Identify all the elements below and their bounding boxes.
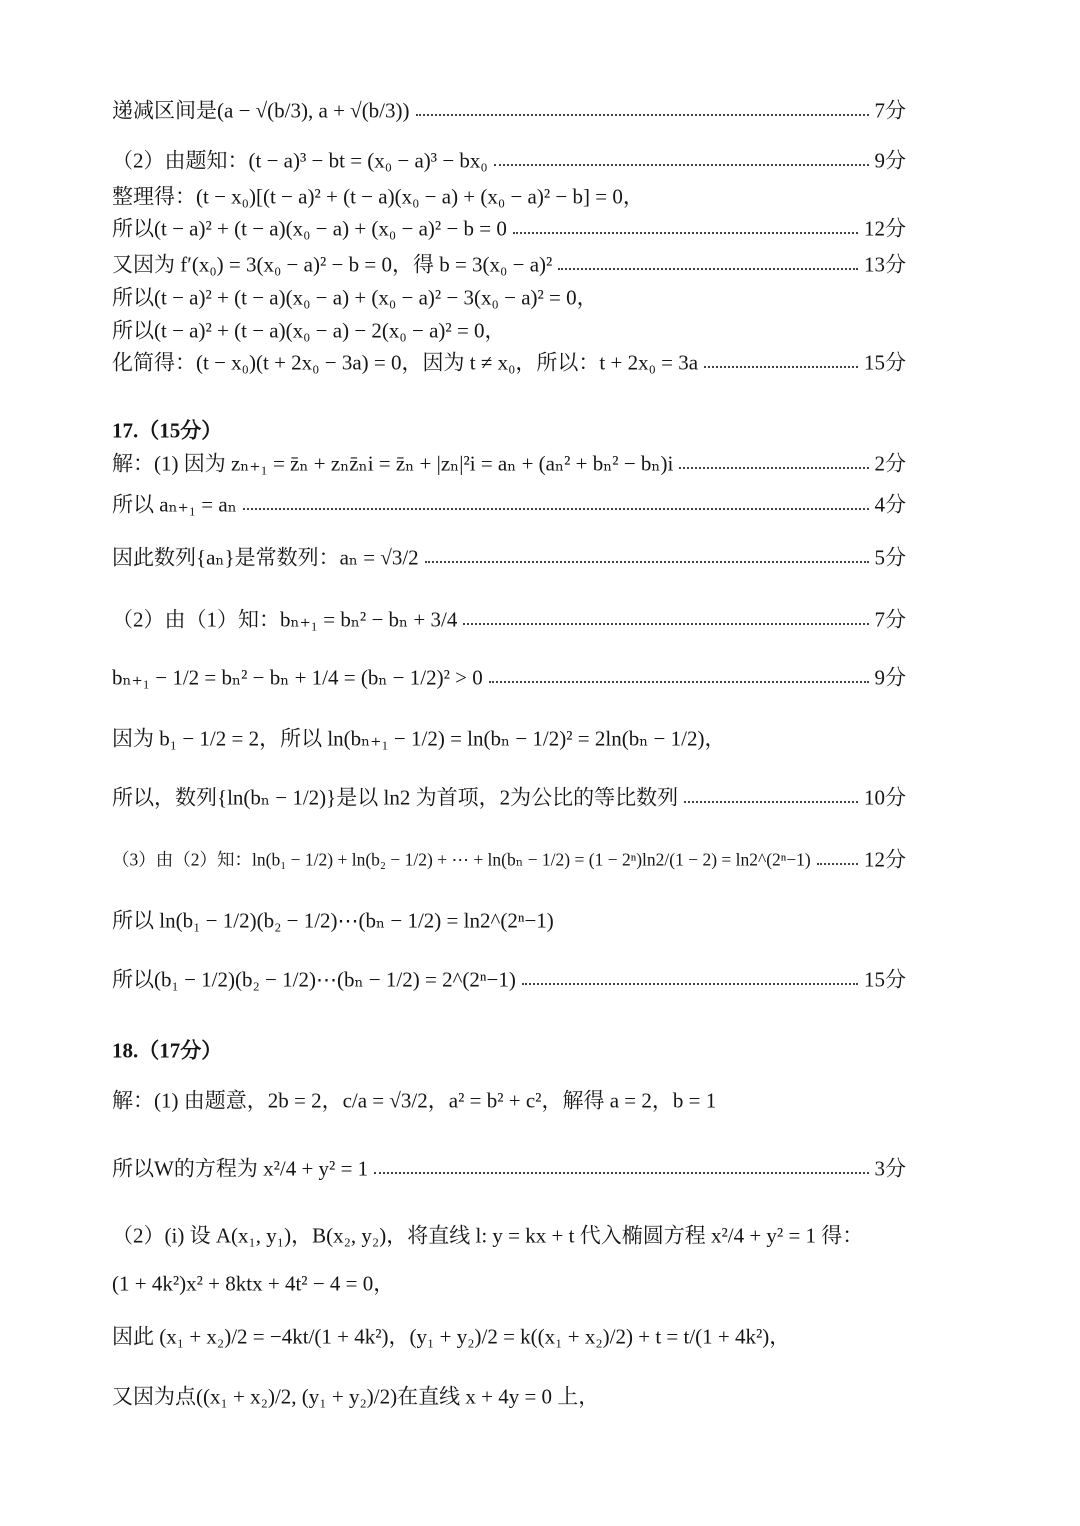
line-text: 解：(1) 因为 zₙ₊₁ = z̄ₙ + zₙz̄ₙi = z̄ₙ + |zₙ|²i = aₙ + (aₙ² + bₙ² − bₙ)i [112, 451, 674, 476]
score-mark: 7分 [874, 98, 906, 123]
dot-leader [463, 623, 868, 625]
section-heading: 18.（17分） [112, 1038, 223, 1063]
score-mark: 9分 [874, 665, 906, 690]
line-text: 化简得：(t − x₀)(t + 2x₀ − 3a) = 0，因为 t ≠ x₀，所以：t + 2x₀ = 3a [112, 350, 699, 375]
dot-leader [243, 508, 869, 510]
score-mark: 15分 [864, 350, 906, 375]
score-mark: 3分 [874, 1156, 906, 1181]
line-text: 所以(t − a)² + (t − a)(x₀ − a) + (x₀ − a)² − 3(x₀ − a)² = 0， [112, 285, 598, 310]
score-mark: 10分 [864, 785, 906, 810]
line-text: 所以(b₁ − 1/2)(b₂ − 1/2)⋯(bₙ − 1/2) = 2^(2ⁿ−1) [112, 967, 516, 992]
line-text: 因此数列{aₙ}是常数列：aₙ = √3/2 [112, 545, 419, 570]
dot-leader [679, 467, 868, 469]
line-text: （2）由（1）知：bₙ₊₁ = bₙ² − bₙ + 3/4 [112, 607, 458, 632]
dot-leader [425, 561, 869, 563]
line-text: 所以(t − a)² + (t − a)(x₀ − a) + (x₀ − a)² − b = 0 [112, 216, 507, 241]
score-mark: 4分 [874, 492, 906, 517]
line-text: 解：(1) 由题意，2b = 2，c/a = √3/2，a² = b² + c²，解得 a = 2，b = 1 [112, 1088, 717, 1113]
score-mark: 13分 [864, 252, 906, 277]
line-text: （2）(i) 设 A(x₁, y₁)，B(x₂, y₂)，将直线 l: y = kx + t 代入椭圆方程 x²/4 + y² = 1 得： [112, 1223, 864, 1248]
line-text: 递减区间是(a − √(b/3), a + √(b/3)) [112, 98, 410, 123]
score-mark: 9分 [874, 148, 906, 173]
dot-leader [513, 232, 858, 234]
score-mark: 15分 [864, 967, 906, 992]
dot-leader [374, 1172, 868, 1174]
dot-leader [416, 114, 869, 116]
line-text: 又因为点((x₁ + x₂)/2, (y₁ + y₂)/2)在直线 x + 4y = 0 上， [112, 1384, 600, 1409]
line-text: 又因为 f′(x₀) = 3(x₀ − a)² − b = 0，得 b = 3(x₀ − a)² [112, 252, 553, 277]
dot-leader [494, 164, 869, 166]
line-text: bₙ₊₁ − 1/2 = bₙ² − bₙ + 1/4 = (bₙ − 1/2)² > 0 [112, 665, 483, 690]
score-mark: 12分 [864, 847, 906, 872]
line-text: 所以 ln(b₁ − 1/2)(b₂ − 1/2)⋯(bₙ − 1/2) = ln2^(2ⁿ−1) [112, 908, 554, 933]
line-text: 所以W的方程为 x²/4 + y² = 1 [112, 1156, 369, 1181]
score-mark: 12分 [864, 216, 906, 241]
line-text: 整理得：(t − x₀)[(t − a)² + (t − a)(x₀ − a) + (x₀ − a)² − b] = 0， [112, 184, 644, 209]
dot-leader [489, 681, 869, 683]
score-mark: 2分 [874, 451, 906, 476]
dot-leader [684, 801, 858, 803]
dot-leader [817, 863, 858, 865]
section-heading: 17.（15分） [112, 418, 223, 443]
line-text: 因为 b₁ − 1/2 = 2，所以 ln(bₙ₊₁ − 1/2) = ln(bₙ − 1/2)² = 2ln(bₙ − 1/2)， [112, 726, 726, 751]
dot-leader [704, 366, 858, 368]
dot-leader [558, 268, 858, 270]
line-text: 因此 (x₁ + x₂)/2 = −4kt/(1 + 4k²)，(y₁ + y₂)/2 = k((x₁ + x₂)/2) + t = t/(1 + 4k²)， [112, 1324, 791, 1349]
score-mark: 5分 [874, 545, 906, 570]
score-mark: 7分 [874, 607, 906, 632]
line-text: 所以(t − a)² + (t − a)(x₀ − a) − 2(x₀ − a)² = 0， [112, 318, 506, 343]
line-text: (1 + 4k²)x² + 8ktx + 4t² − 4 = 0， [112, 1271, 395, 1296]
line-text: 所以 aₙ₊₁ = aₙ [112, 492, 237, 517]
line-text: （2）由题知：(t − a)³ − bt = (x₀ − a)³ − bx₀ [112, 148, 488, 173]
line-text: 所以，数列{ln(bₙ − 1/2)}是以 ln2 为首项，2为公比的等比数列 [112, 785, 679, 810]
dot-leader [522, 983, 858, 985]
line-text: （3）由（2）知：ln(b₁ − 1/2) + ln(b₂ − 1/2) + ⋯ + ln(bₙ − 1/2) = (1 − 2ⁿ)ln2/(1 − 2) = ln2^(2ⁿ−1) [112, 849, 811, 870]
